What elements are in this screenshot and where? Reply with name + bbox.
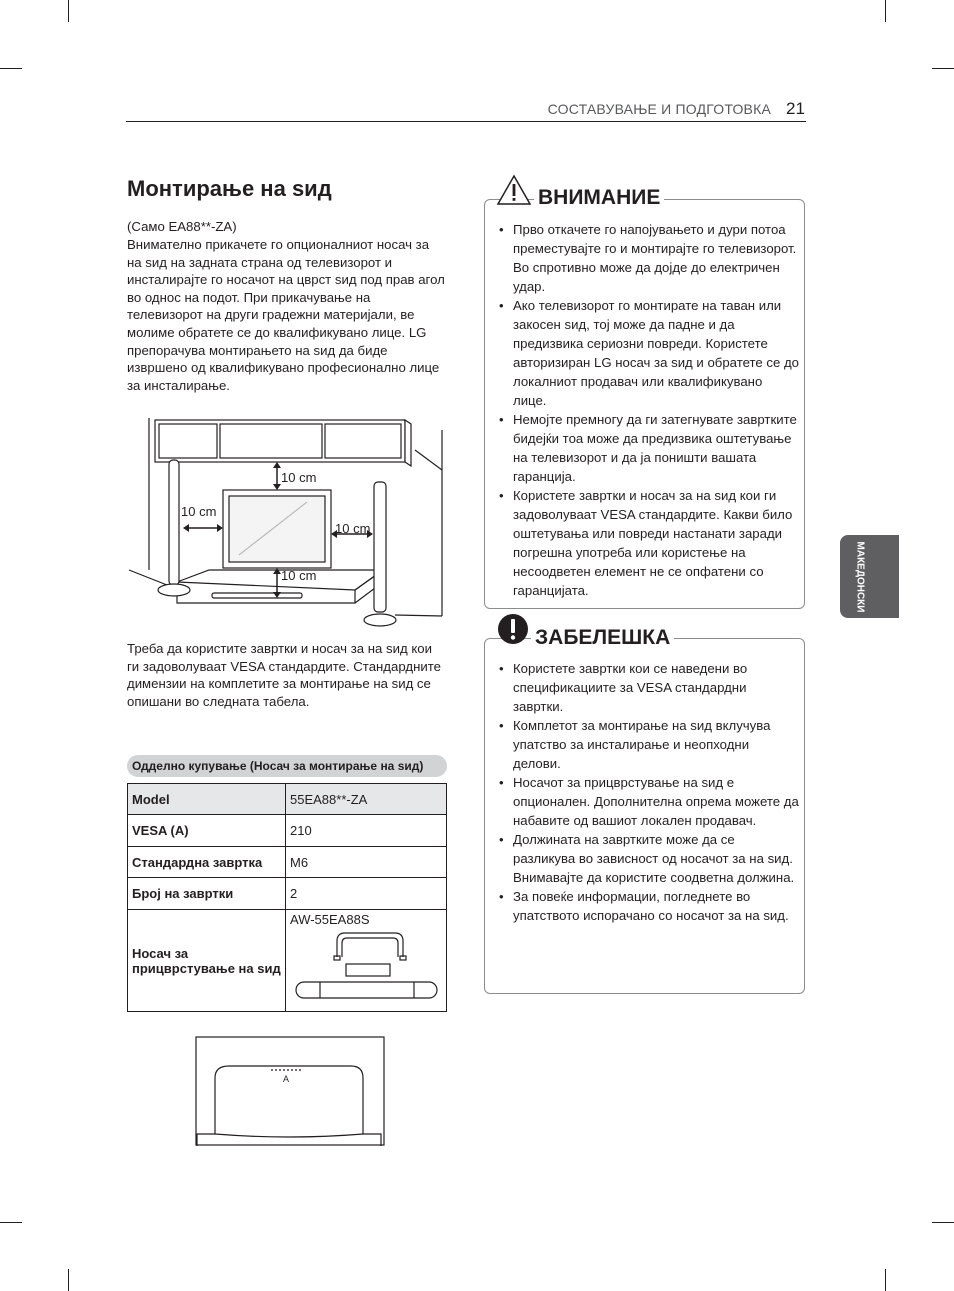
spec-table [127,783,447,1012]
table-row [128,784,447,815]
clearance-label-right: 10 cm [335,521,371,536]
list-item: • Прво откачете го напојувањето и дури потоа преместувајте го и монтирајте го телевизорот. Во спротивно може да дојде до електричен удар. [499,220,799,296]
warning-triangle-icon [496,174,532,206]
vesa-paragraph: Треба да користите завртки и носач за на ѕид кои ги задоволуваат VESA стандардите. Стандардните димензии на комплетите за монтирање на ѕид се опишани во следната табела. [127,641,441,709]
list-item: • Користете завртки кои се наведени во спецификациите за VESA стандардни завртки. [499,659,799,716]
table-key: VESA (A) [128,815,286,847]
table-key: Број на завртки [128,878,286,910]
table-key: Model [128,784,286,815]
wall-mount-illustration [127,410,447,630]
list-item: • За повеќе информации, погледнете во упатството испорачано со носачот за на ѕид. [499,887,799,925]
clearance-label-top: 10 cm [281,470,317,485]
table-value: 210 [286,815,447,847]
caution-box [484,199,805,609]
list-item: • Комплетот за монтирање на ѕид вклучува упатство за инсталирање и неопходни делови. [499,716,799,773]
model-note: (Само EA88**-ZA) [127,219,237,234]
crop-mark [885,0,886,22]
table-value: 55EA88**-ZA [286,784,447,815]
crop-mark [0,1222,22,1223]
header-rule [126,121,806,122]
exclamation-circle-icon [497,613,529,645]
vesa-a-label: A [282,1074,290,1084]
table-row [128,815,447,847]
list-item: • Должината на завртките може да се разликува во зависност од носачот за на ѕид. Внимавајте да користите соодветна должина. [499,830,799,887]
list-item: • Користете завртки и носач за на ѕид кои ги задоволуваат VESA стандардите. Какви било оштетувања или повреди настанати заради погрешна употреба или користење на несоодветен елемент не се опфатени со гаранцијата. [499,486,799,600]
table-row [128,910,447,1012]
note-title: ЗАБЕЛЕШКА [531,626,674,650]
clearance-label-left: 10 cm [181,504,217,519]
crop-mark [68,0,69,22]
list-item: • Носачот за прицврстување на ѕид е опционален. Дополнителна опрема можете да набавите од вашиот локален продавач. [499,773,799,830]
section-title: Монтирање на ѕид [127,176,332,201]
caution-list [499,220,799,600]
table-key: Стандардна завртка [128,847,286,878]
language-tab-label: МАКЕДОНСКИ [854,541,866,613]
table-row [128,847,447,878]
crop-mark [932,68,954,69]
separate-purchase-label: Одделно купување (Носач за монтирање на ѕид) [127,755,447,777]
tv-back-diagram [195,1036,385,1148]
page-number: 21 [786,99,805,118]
crop-mark [932,1222,954,1223]
bracket-illustration [290,927,442,1003]
crop-mark [885,1269,886,1291]
language-tab [840,535,899,618]
note-box [484,638,805,994]
crop-mark [68,1269,69,1291]
table-value: AW-55EA88S [290,912,370,927]
caution-title: ВНИМАНИЕ [534,186,664,210]
list-item: • Ако телевизорот го монтирате на таван или закосен ѕид, тој може да падне и да предизвика сериозни повреди. Користете авторизиран LG носач за ѕид и обратете се до локалниот продавач или квалификувано лице. [499,296,799,410]
note-list [499,659,799,925]
crop-mark [0,68,22,69]
table-key: Носач за прицврстување на ѕид [128,910,286,1012]
clearance-label-bottom: 10 cm [281,568,317,583]
running-header: СОСТАВУВАЊЕ И ПОДГОТОВКА [547,101,771,117]
list-item: • Немојте премногу да ги затегнувате завртките бидејќи тоа може да предизвика оштетување на телевизорот и да ја поништи вашата гаранција. [499,410,799,486]
table-value: 2 [286,878,447,910]
intro-paragraph: Внимателно прикачете го опционалниот носач за на ѕид на задната страна од телевизорот и инсталирајте го носачот на цврст ѕид под прав агол во однос на подот. При прикачување на телевизорот на други градежни материјали, ве молиме обратете се до квалификувано лице. LG препорачува монтирањето на ѕид да биде извршено од квалификувано професионално лице за инсталирање. [127,237,445,393]
table-row [128,878,447,910]
table-value: M6 [286,847,447,878]
table-value-cell [286,910,447,1012]
